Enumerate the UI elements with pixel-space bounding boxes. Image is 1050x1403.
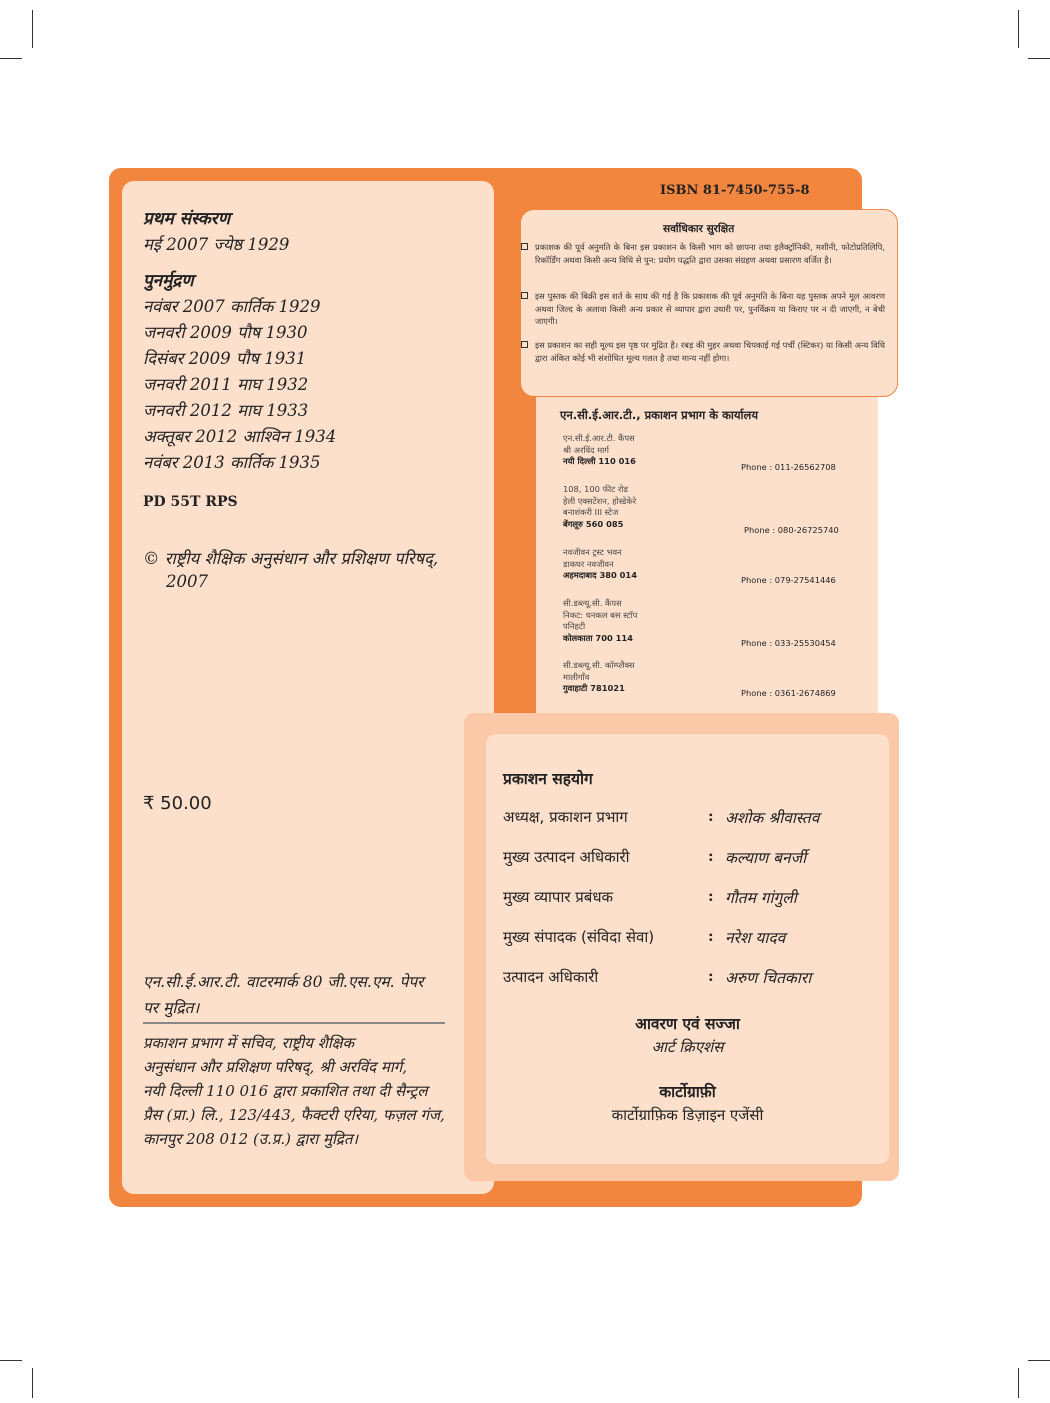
isbn-label: ISBN 81-7450-755-8 <box>660 183 810 198</box>
office-address <box>563 547 637 582</box>
rights-item-text: प्रकाशक की पूर्व अनुमति के बिना इस प्रकाशन के किसी भाग को छापना तथा इलैक्ट्रॉनिकी, मशीनी, फोटोप्रतिलिपि, रिकॉर्डिंग अथवा किसी अन्य विधि से पुन: प्रयोग पद्धति द्वारा उसका संग्रहण अथवा प्रसारण वर्जित है। <box>535 242 885 265</box>
staff-name: अशोक श्रीवास्तव <box>725 809 820 827</box>
reprint-line: जनवरी 2012 माघ 1933 <box>143 401 309 420</box>
office-address-line: पनिहटी <box>563 621 586 631</box>
checkbox-bullet-icon <box>521 243 528 250</box>
staff-role: मुख्य उत्पादन अधिकारी <box>503 848 630 866</box>
cover-design-name: आर्ट क्रिएशंस <box>651 1038 724 1056</box>
crop-mark <box>32 10 33 48</box>
office-address-line: निकट: धनकल बस स्टॉप <box>563 609 638 620</box>
staff-colon: : <box>708 927 714 945</box>
first-edition-date: मई 2007 ज्येष्ठ 1929 <box>143 235 290 254</box>
office-city: कोलकाता 700 114 <box>563 632 633 643</box>
staff-name: नरेश यादव <box>725 929 786 947</box>
crop-mark <box>1018 10 1019 48</box>
staff-colon: : <box>708 807 714 825</box>
reprint-line: नवंबर 2013 कार्तिक 1935 <box>143 453 321 472</box>
office-address-line: सी.डब्ल्यू.सी. कैंपस <box>563 598 622 608</box>
reprint-heading: पुनर्मुद्रण <box>143 271 194 291</box>
reprint-line: दिसंबर 2009 पौष 1931 <box>143 349 307 368</box>
rights-item-text: इस पुस्तक की बिक्री इस शर्त के साथ की गई है कि प्रकाशक की पूर्व अनुमति के बिना यह पुस्तक अपने मूल आवरण अथवा जिल्द के अलावा किसी अन्य प्रकार से व्यापार द्वारा उधारी पर, पुनर्विक्रय या किराए पर न दी जाएगी, न बेची जाएगी। <box>535 291 885 327</box>
checkbox-bullet-icon <box>521 292 528 299</box>
rights-title: सर्वाधिकार सुरक्षित <box>663 223 735 235</box>
office-address-line: हेली एक्सटेंशन, होस्डेकेरे <box>563 495 637 506</box>
office-city: नयी दिल्ली 110 016 <box>563 456 636 466</box>
office-city: बेंगलूरु 560 085 <box>563 518 624 529</box>
staff-name: कल्याण बनर्जी <box>725 849 807 867</box>
copyright-year: 2007 <box>166 572 208 591</box>
crop-mark <box>0 58 22 59</box>
staff-role: मुख्य संपादक (संविदा सेवा) <box>503 928 655 946</box>
office-address <box>563 484 636 530</box>
checkbox-bullet-icon <box>521 341 528 348</box>
staff-name: अरुण चितकारा <box>725 969 812 987</box>
office-phone: Phone : 080-26725740 <box>744 525 839 535</box>
crop-mark <box>1018 1368 1019 1398</box>
office-phone: Phone : 033-25530454 <box>741 638 836 648</box>
office-address-line: नवजीवन ट्रस्ट भवन <box>563 547 622 557</box>
office-city: अहमदाबाद 380 014 <box>563 570 637 580</box>
staff-role: मुख्य व्यापार प्रबंधक <box>503 888 614 906</box>
office-phone: Phone : 079-27541446 <box>741 575 836 585</box>
publication-code: PD 55T RPS <box>143 494 238 510</box>
office-address-line: श्री अरविंद मार्ग <box>563 444 609 455</box>
crop-mark <box>1028 1360 1050 1361</box>
office-phone: Phone : 011-26562708 <box>741 462 836 472</box>
paper-note: पर मुद्रित। <box>143 999 200 1017</box>
office-address-line: मालीगाँव <box>563 671 590 682</box>
copyright-line: © राष्ट्रीय शैक्षिक अनुसंधान और प्रशिक्षण परिषद्, <box>143 549 439 568</box>
office-address-line: एन.सी.ई.आर.टी. कैंपस <box>563 433 635 443</box>
crop-mark <box>0 1360 22 1361</box>
first-edition-heading: प्रथम संस्करण <box>143 209 231 229</box>
paper-note: एन.सी.ई.आर.टी. वाटरमार्क 80 जी.एस.एम. पेपर <box>143 973 424 991</box>
rights-item <box>535 290 885 328</box>
reprint-line: नवंबर 2007 कार्तिक 1929 <box>143 297 321 316</box>
publisher-note: अनुसंधान और प्रशिक्षण परिषद्, श्री अरविंद मार्ग, <box>143 1058 407 1076</box>
publisher-note: नयी दिल्ली 110 016 द्वारा प्रकाशित तथा दी सैन्ट्रल <box>143 1082 428 1100</box>
rights-item-text: इस प्रकाशन का सही मूल्य इस पृष्ठ पर मुद्रित है। रबड़ की मुहर अथवा चिपकाई गई पर्ची (स्टिकर) या किसी अन्य विधि द्वारा अंकित कोई भी संशोधित मूल्य गलत है तथा मान्य नहीं होगा। <box>535 340 885 363</box>
staff-colon: : <box>708 887 714 905</box>
staff-role: उत्पादन अधिकारी <box>503 968 599 986</box>
office-address <box>563 660 635 695</box>
rights-item <box>535 339 885 364</box>
office-address <box>563 598 637 644</box>
office-city: गुवाहाटी 781021 <box>563 683 625 693</box>
reprint-line: जनवरी 2009 पौष 1930 <box>143 323 308 342</box>
cartography-name: कार्टोग्राफ़िक डिज़ाइन एजेंसी <box>611 1106 764 1124</box>
staff-colon: : <box>708 967 714 985</box>
crop-mark <box>32 1368 33 1398</box>
publisher-note: कानपुर 208 012 (उ.प्र.) द्वारा मुद्रित। <box>143 1130 359 1148</box>
publisher-note: प्रैस (प्रा.) लि., 123/443, फैक्टरी एरिया, फज़ल गंज, <box>143 1106 445 1124</box>
office-address-line: सी.डब्ल्यू.सी. कॉम्प्लैक्स <box>563 660 635 670</box>
publisher-note: प्रकाशन प्रभाग में सचिव, राष्ट्रीय शैक्षिक <box>143 1034 355 1052</box>
reprint-line: जनवरी 2011 माघ 1932 <box>143 375 309 394</box>
staff-colon: : <box>708 847 714 865</box>
office-address <box>563 433 636 468</box>
divider-rule <box>143 1022 445 1024</box>
collaboration-heading: प्रकाशन सहयोग <box>503 770 593 788</box>
staff-role: अध्यक्ष, प्रकाशन प्रभाग <box>503 808 628 826</box>
offices-title: एन.सी.ई.आर.टी., प्रकाशन प्रभाग के कार्यालय <box>560 408 758 422</box>
reprint-line: अक्तूबर 2012 आश्विन 1934 <box>143 427 337 446</box>
staff-name: गौतम गांगुली <box>725 889 797 907</box>
office-phone: Phone : 0361-2674869 <box>741 688 836 698</box>
crop-mark <box>1028 58 1050 59</box>
office-address-line: डाकघर नवजीवन <box>563 558 614 569</box>
cartography-title: कार्टोग्राफ़ी <box>659 1083 716 1101</box>
cover-design-title: आवरण एवं सज्जा <box>635 1015 740 1033</box>
office-address-line: 108, 100 फीट रोड <box>563 484 628 494</box>
rights-item <box>535 241 885 266</box>
price: ₹ 50.00 <box>143 793 212 814</box>
office-address-line: बनाशंकरी III स्टेज <box>563 507 619 517</box>
